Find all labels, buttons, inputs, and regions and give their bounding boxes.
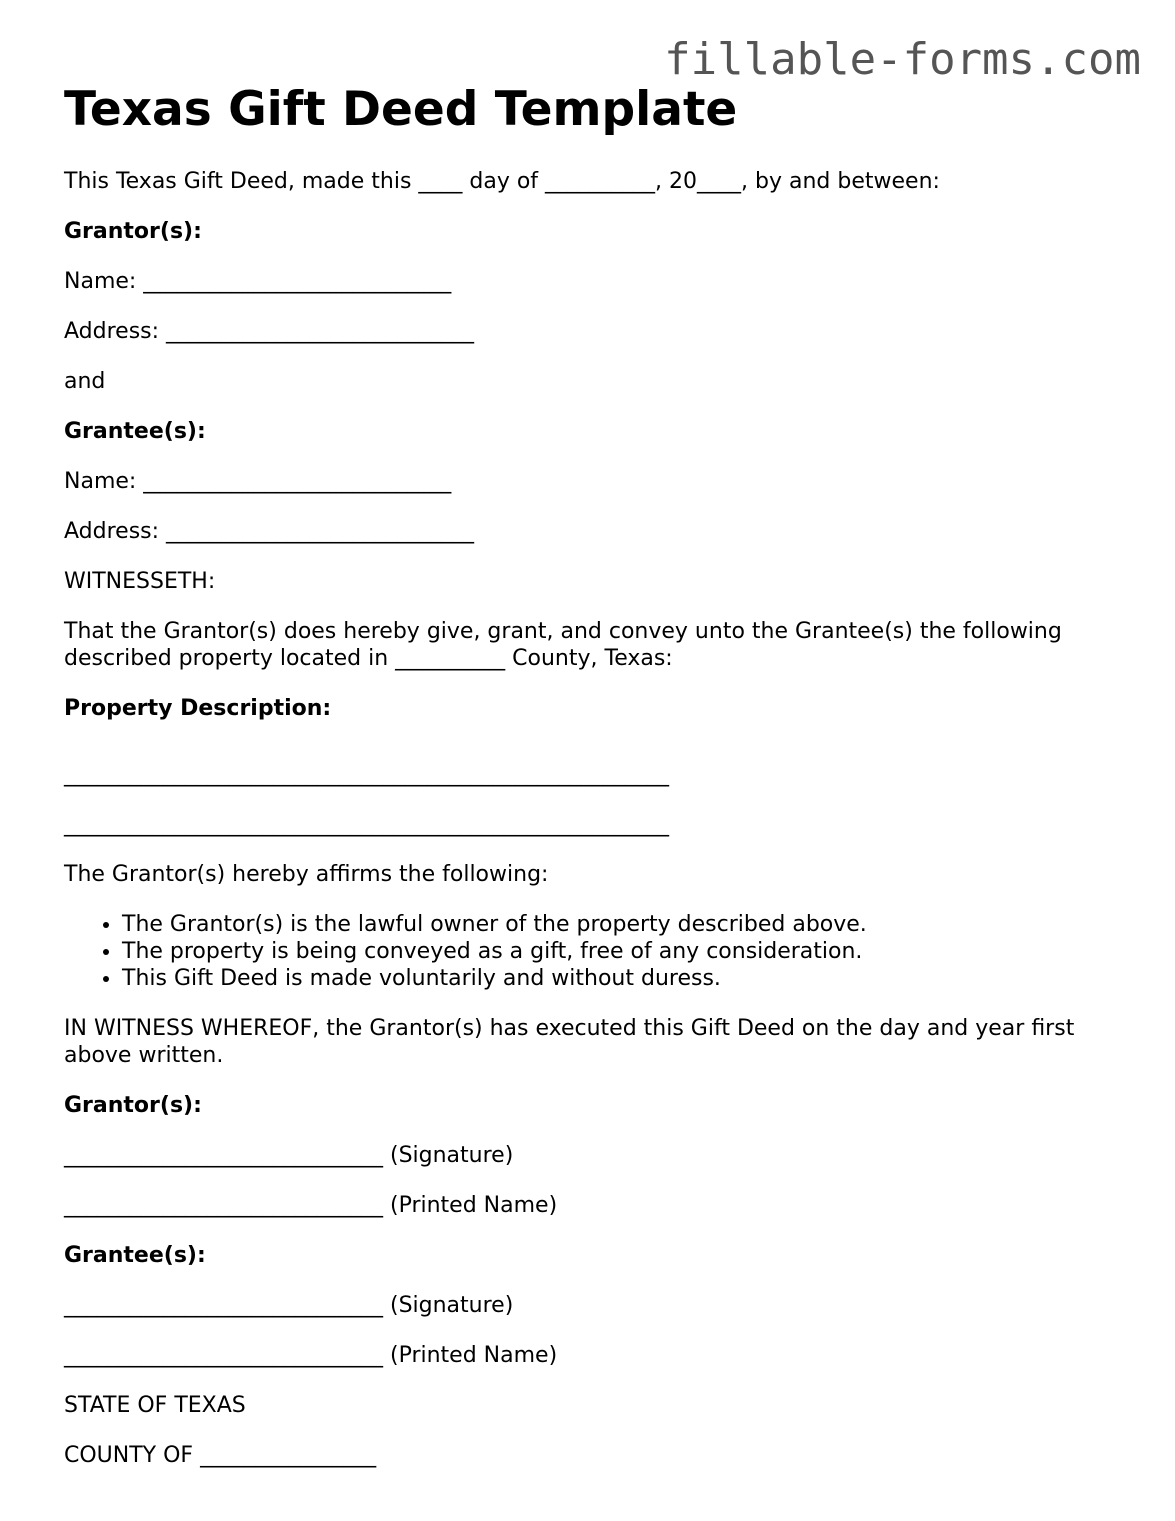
property-line-1: _______________________________________________________	[64, 762, 669, 787]
list-item: • The property is being conveyed as a gift, free of any consideration.	[122, 938, 1114, 965]
signature-grantor-heading: Grantor(s):	[64, 1093, 202, 1118]
intro-paragraph: This Texas Gift Deed, made this ____ day of __________, 20____, by and between:	[64, 169, 940, 194]
property-heading: Property Description:	[64, 696, 332, 721]
county-line: COUNTY OF ________________	[64, 1443, 377, 1468]
list-item: • This Gift Deed is made voluntarily and without duress.	[122, 965, 1114, 992]
list-item: • The Grantor(s) is the lawful owner of the property described above.	[122, 911, 1114, 938]
affirmations-list	[64, 911, 1114, 992]
affirm-intro: The Grantor(s) hereby affirms the following:	[64, 862, 549, 887]
witness-paragraph: IN WITNESS WHEREOF, the Grantor(s) has executed this Gift Deed on the day and year first above written.	[64, 1016, 1075, 1068]
grantor-printed-name-line: _____________________________ (Printed Name)	[64, 1193, 558, 1218]
grantee-signature-line: _____________________________ (Signature)	[64, 1293, 514, 1318]
grantor-name-field: Name: ____________________________	[64, 269, 452, 294]
witnesseth-label: WITNESSETH:	[64, 569, 216, 594]
grantor-signature-line: _____________________________ (Signature)	[64, 1143, 514, 1168]
page-title: Texas Gift Deed Template	[64, 82, 738, 137]
convey-paragraph: That the Grantor(s) does hereby give, grant, and convey unto the Grantee(s) the following described property located in __________ County, Texas:	[64, 619, 1062, 671]
grantor-heading: Grantor(s):	[64, 219, 202, 244]
grantee-name-field: Name: ____________________________	[64, 469, 452, 494]
grantor-address-field: Address: ____________________________	[64, 319, 475, 344]
property-line-2: _______________________________________________________	[64, 812, 669, 837]
grantee-address-field: Address: ____________________________	[64, 519, 475, 544]
state-line: STATE OF TEXAS	[64, 1393, 246, 1418]
watermark: fillable-forms.com	[664, 34, 1141, 85]
document-body	[64, 168, 1114, 1492]
signature-grantee-heading: Grantee(s):	[64, 1243, 206, 1268]
grantee-heading: Grantee(s):	[64, 419, 206, 444]
and-text: and	[64, 369, 106, 394]
grantee-printed-name-line: _____________________________ (Printed Name)	[64, 1343, 558, 1368]
